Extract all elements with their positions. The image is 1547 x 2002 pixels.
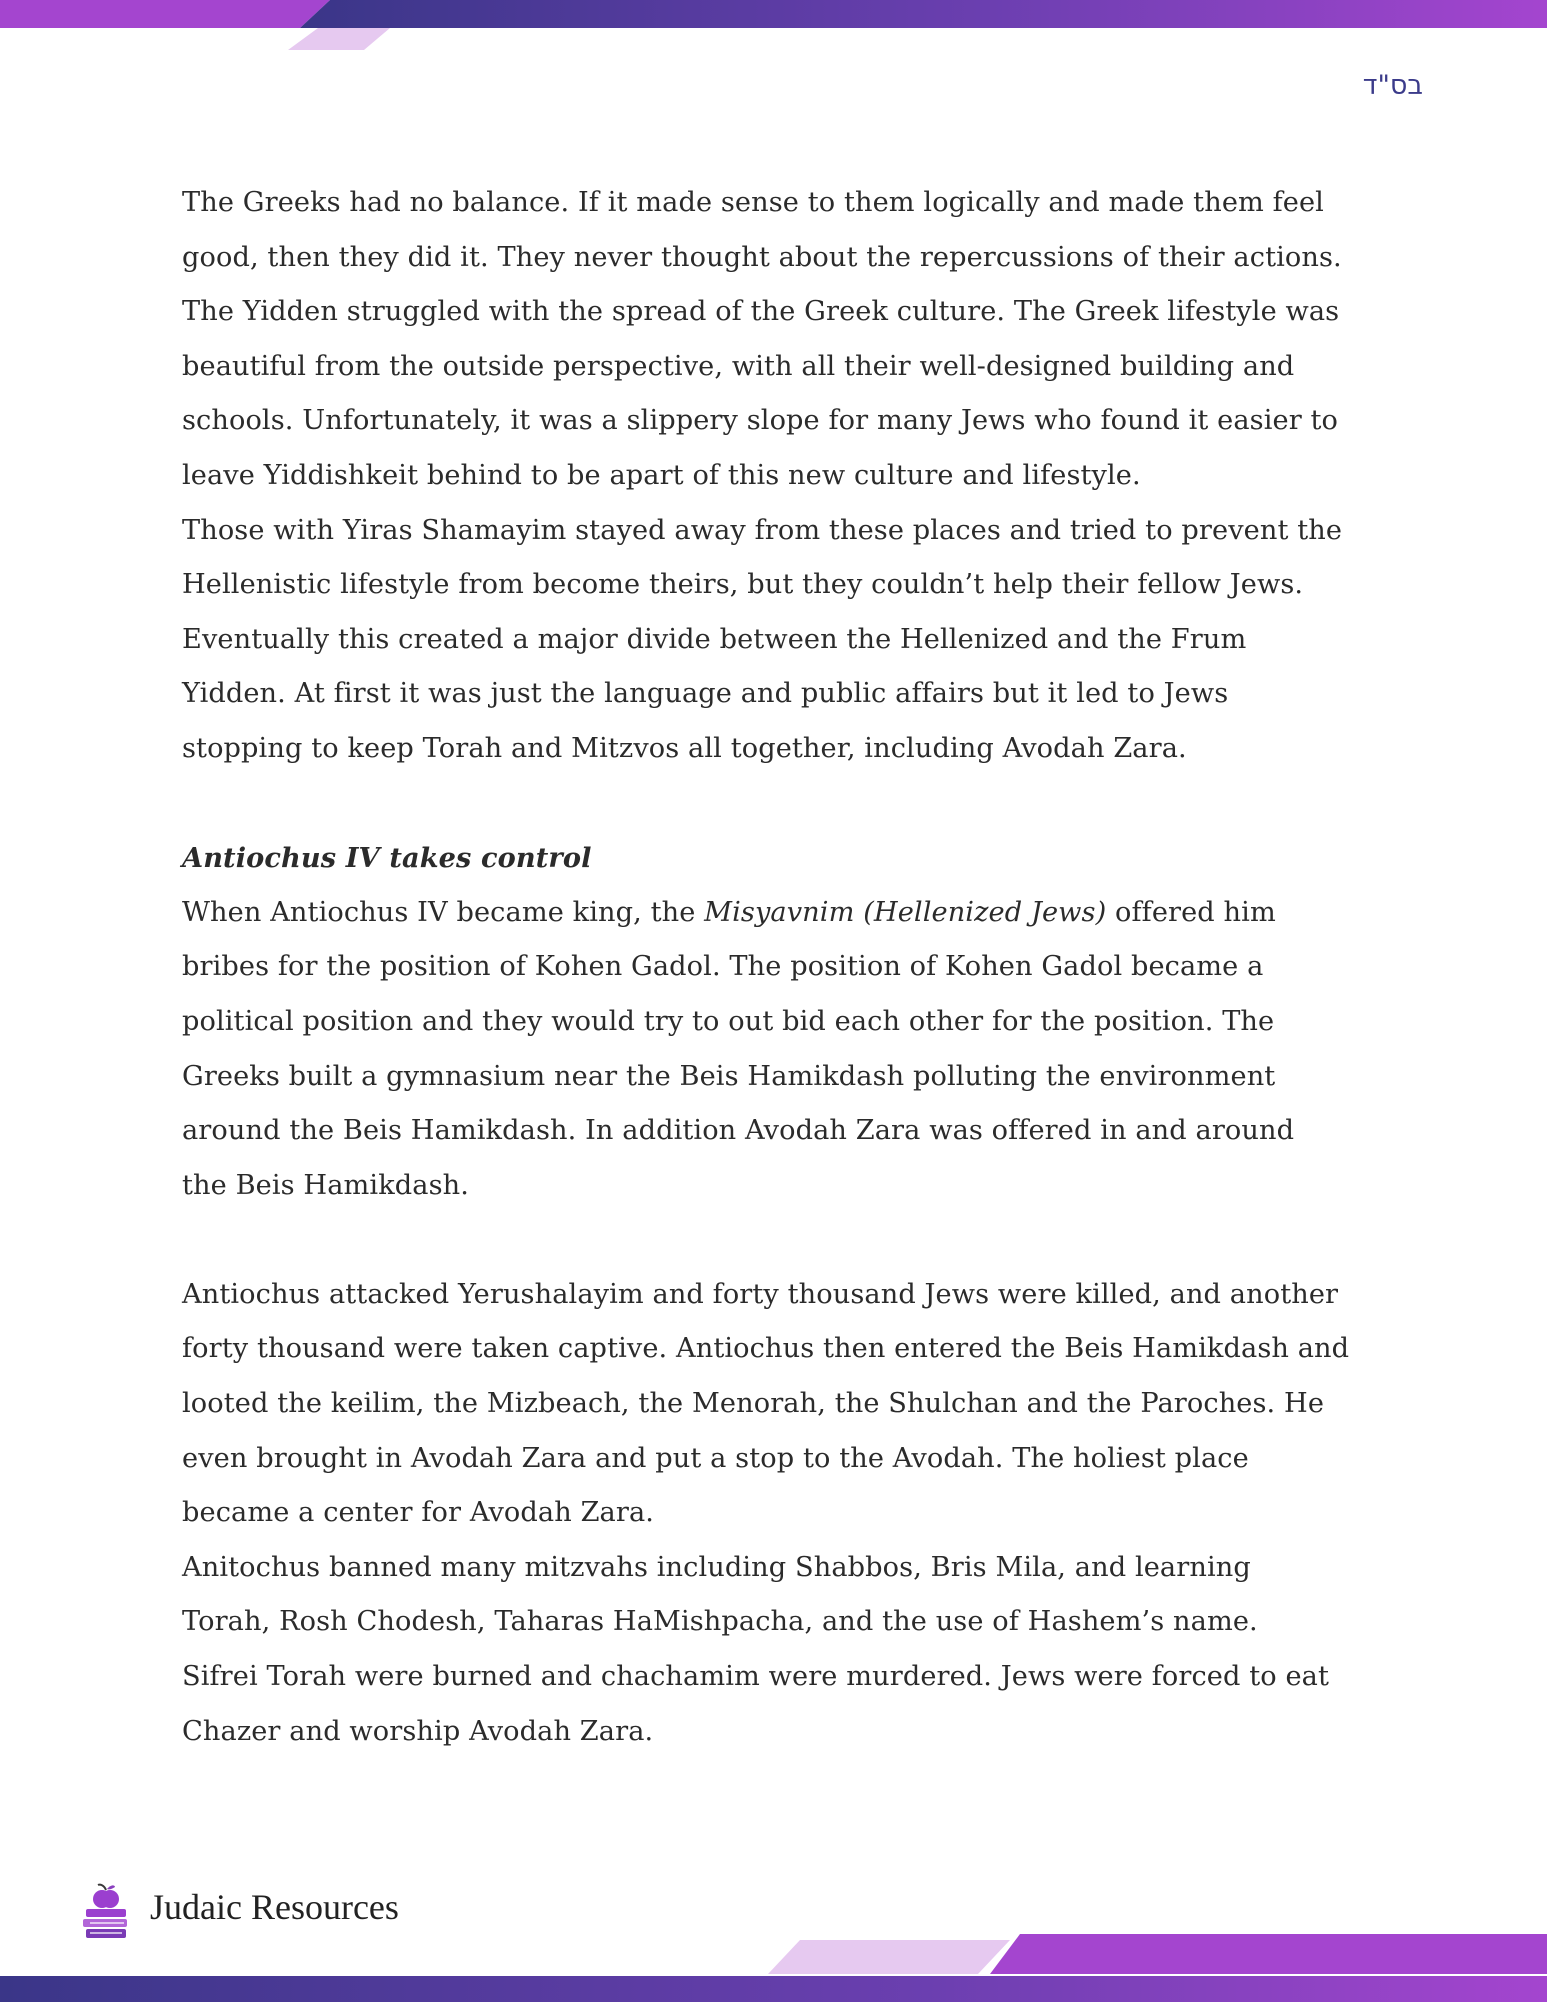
bottom-decorative-banner [0,1930,1547,2002]
text-line: became a center for Avodah Zara. [182,1497,655,1529]
text-run: When Antiochus IV became king, the [182,896,705,928]
footer-brand-name: Judaic Resources [150,1887,399,1927]
text-line: around the Beis Hamikdash. In addition Avodah Zara was offered in and around [182,1115,1295,1147]
text-line: Anitochus banned many mitzvahs including Shabbos, Bris Mila, and learning [182,1551,1251,1583]
paragraph-yiras-shamayim [182,504,1382,777]
text-line: Antiochus attacked Yerushalayim and forty thousand Jews were killed, and another [182,1278,1339,1310]
text-line: political position and they would try to out bid each other for the position. The [182,1005,1275,1037]
hebrew-header-mark: בס"ד [1362,70,1423,101]
paragraph-attack-yerushalayim [182,1268,1382,1541]
text-line: The Yidden struggled with the spread of the Greek culture. The Greek lifestyle was [182,296,1340,328]
text-line [182,886,1382,941]
text-line: even brought in Avodah Zara and put a stop to the Avodah. The holiest place [182,1442,1249,1474]
text-line: the Beis Hamikdash. [182,1169,470,1201]
section-heading: Antiochus IV takes control [182,842,592,875]
text-line: schools. Unfortunately, it was a slippery slope for many Jews who found it easier to [182,405,1339,437]
text-line: leave Yiddishkeit behind to be apart of this new culture and lifestyle. [182,459,1141,491]
spacer [182,1213,1382,1268]
document-body [182,176,1382,1759]
spacer [182,777,1382,832]
text-line: Those with Yiras Shamayim stayed away from these places and tried to prevent the [182,514,1343,546]
text-line: Hellenistic lifestyle from become theirs, but they couldn’t help their fellow Jews. [182,569,1304,601]
text-line: Yidden. At first it was just the language and public affairs but it led to Jews [182,678,1229,710]
paragraph-banned-mitzvahs [182,1541,1382,1759]
text-line: Torah, Rosh Chodesh, Taharas HaMishpacha, and the use of Hashem’s name. [182,1606,1258,1638]
text-line: looted the keilim, the Mizbeach, the Menorah, the Shulchan and the Paroches. He [182,1388,1325,1420]
italic-term: Misyavnim (Hellenized Jews) [704,896,1107,928]
text-line: beautiful from the outside perspective, with all their well-designed building and [182,350,1295,382]
text-line: Greeks built a gymnasium near the Beis Hamikdash polluting the environment [182,1060,1276,1092]
paragraph-greek-culture [182,176,1382,504]
text-line: stopping to keep Torah and Mitzvos all together, including Avodah Zara. [182,732,1187,764]
text-line: good, then they did it. They never thought about the repercussions of their actions. [182,241,1342,273]
paragraph-antiochus-king [182,886,1382,1214]
text-line: Sifrei Torah were burned and chachamim were murdered. Jews were forced to eat [182,1661,1329,1693]
top-decorative-banner [0,0,1547,52]
text-line: The Greeks had no balance. If it made sense to them logically and made them feel [182,187,1324,218]
text-line: bribes for the position of Kohen Gadol. The position of Kohen Gadol became a [182,951,1264,983]
text-line: forty thousand were taken captive. Antiochus then entered the Beis Hamikdash and [182,1333,1350,1365]
text-line: Eventually this created a major divide between the Hellenized and the Frum [182,623,1247,655]
text-run: offered him [1106,896,1276,928]
text-line: Chazer and worship Avodah Zara. [182,1715,654,1747]
